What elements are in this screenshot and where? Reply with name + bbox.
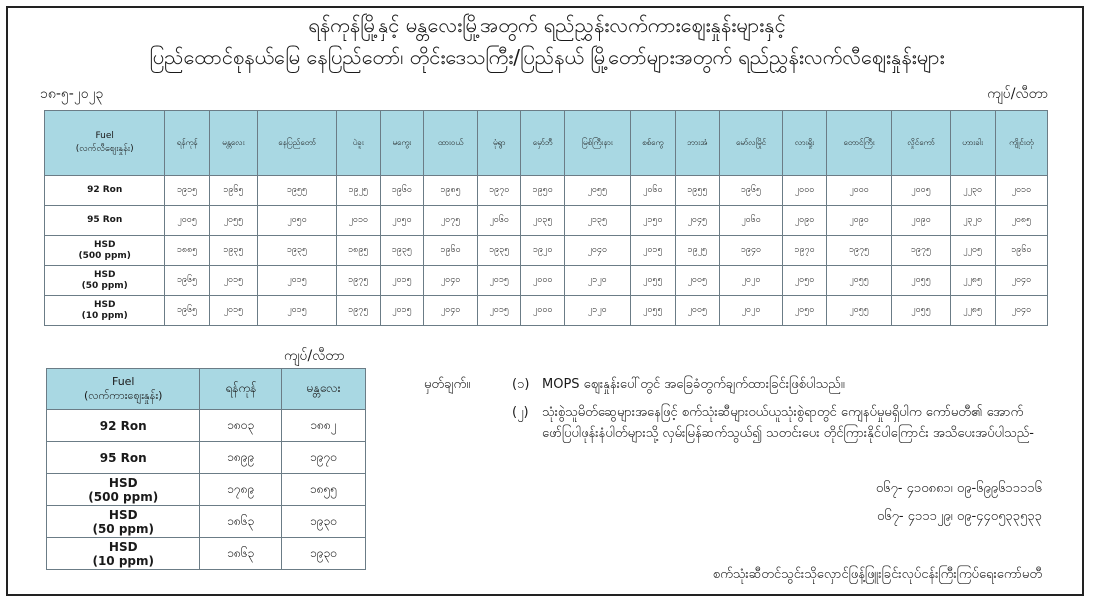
fuel-name: 95 Ron (87, 215, 123, 225)
fuel-name: HSD (93, 239, 116, 250)
price-cell: ၂၀၁၅ (258, 266, 337, 296)
table-row (45, 176, 1048, 206)
fuel-row-label (45, 176, 165, 206)
city-column-header: မြစ်ကြီးနား (564, 111, 630, 176)
date: ၁၈-၅-၂၀၂၃ (40, 86, 104, 102)
city-column-header: ထားဝယ် (424, 111, 478, 176)
fuel-name: HSD (108, 475, 138, 490)
phone-line-2: ၀၆၇- ၄၁၁၁၂၉၊ ၀၉-၄၄၀၅၃၃၅၃၃ (876, 509, 1042, 524)
notes-label: မှတ်ချက်။ (424, 377, 471, 392)
price-cell: ၁၈၈၂ (282, 410, 366, 442)
price-cell: ၂၀၇၅ (424, 206, 478, 236)
city-column-header: မှော်ဘီ (521, 111, 564, 176)
price-cell: ၂၀၅၀ (783, 266, 826, 296)
price-cell: ၂၀၄၀ (995, 266, 1047, 296)
fuel-row-label (47, 538, 200, 570)
city-column-header: လားရှိုး (783, 111, 826, 176)
fuel-row-label (45, 296, 165, 326)
fuel-grade: (500 ppm) (88, 489, 159, 504)
price-cell: ၂၀၅၅ (630, 266, 675, 296)
fuel-header-label: Fuel (95, 131, 114, 141)
price-cell: ၁၉၇၅ (892, 236, 950, 266)
city-column-header: ကျိုင်းတုံ (995, 111, 1047, 176)
price-cell: ၁၈၀၃ (200, 410, 282, 442)
price-cell: ၂၃၂၀ (950, 206, 995, 236)
price-cell: ၂၀၉၀ (826, 206, 892, 236)
price-cell: ၂၀၅၅ (826, 266, 892, 296)
price-cell: ၁၉၆၅ (719, 176, 783, 206)
price-cell: ၁၉၆၅ (165, 296, 209, 326)
price-cell: ၂၀၉၀ (892, 206, 950, 236)
price-cell: ၂၀၅၀ (258, 206, 337, 236)
price-cell: ၂၀၅၅ (630, 296, 675, 326)
price-cell: ၂၀၆၀ (719, 206, 783, 236)
price-cell: ၁၉၅၅ (258, 176, 337, 206)
retail-unit-label: ကျပ်/လီတာ (987, 86, 1048, 102)
fuel-name: 92 Ron (99, 418, 147, 433)
price-cell: ၁၈၅၅ (282, 474, 366, 506)
price-cell: ၁၉၄၀ (719, 236, 783, 266)
phone-line-1: ၀၆၇- ၄၁၀၈၈၁၊ ၀၉-၆၉၉၆၁၁၁၁၆ (875, 481, 1042, 496)
price-cell: ၂၀၉၀ (783, 206, 826, 236)
price-cell: ၂၀၄၅ (675, 206, 719, 236)
city-column-header: ဘားအံ (675, 111, 719, 176)
title-line-1: ရန်ကုန်မြို့နှင့် မန္တလေးမြို့အတွက် ရည်ညွှန်းလက်ကားဈေးနှုန်းများနှင့် (308, 13, 786, 37)
price-cell: ၁၉၇၀ (282, 442, 366, 474)
price-cell: ၁၈၉၉ (200, 442, 282, 474)
price-cell: ၂၀၄၀ (424, 296, 478, 326)
price-cell: ၂၀၁၀ (995, 176, 1047, 206)
fuel-grade: (10 ppm) (92, 553, 154, 568)
note-1-number: (၁) (512, 377, 530, 392)
price-cell: ၁၈၈၅ (165, 236, 209, 266)
price-cell: ၂၀၂၀ (719, 296, 783, 326)
city-column-header: လှိုင်ကော် (892, 111, 950, 176)
wholesale-price-table (46, 368, 366, 570)
price-cell: ၂၁၃၅ (564, 206, 630, 236)
price-cell: ၁၉၃၀ (282, 538, 366, 570)
price-cell: ၂၂၀၅ (950, 236, 995, 266)
fuel-name: 95 Ron (99, 450, 147, 465)
city-column-header: ဟားခါး (950, 111, 995, 176)
table-row (47, 506, 366, 538)
price-cell: ၁၉၃၅ (258, 236, 337, 266)
price-cell: ၁၉၅၅ (675, 176, 719, 206)
price-cell: ၂၀၁၅ (380, 266, 423, 296)
city-column-header: မုံရွာ (477, 111, 520, 176)
table-row (47, 474, 366, 506)
fuel-column-header (45, 111, 165, 176)
price-cell: ၂၀၆၀ (477, 206, 520, 236)
note-2: သုံးစွဲသူမိတ်ဆွေများအနေဖြင့် စက်သုံးဆီများဝယ်ယူသုံးစွဲရာတွင် ကျေနပ်မှုမရှိပါက ကော်မတီ၏ အောက်ဖော်ပြပါဖုန်းနံပါတ်များသို့ လှမ်းမြန်ဆက်သွယ်၍ သတင်းပေး တိုင်ကြားနိုင်ပါကြောင်း အသိပေးအပ်ပါသည်- (542, 405, 1034, 441)
price-cell: ၂၀၁၅ (477, 296, 520, 326)
committee-signature: စက်သုံးဆီတင်သွင်းသိုလှောင်ဖြန့်ဖြူးခြင်းလုပ်ငန်းကြီးကြပ်ရေးကော်မတီ (712, 567, 1042, 582)
city-column-header: တောင်ကြီး (826, 111, 892, 176)
price-cell: ၂၀၂၀ (719, 266, 783, 296)
price-cell: ၁၉၇၅ (336, 266, 380, 296)
price-cell: ၁၉၈၅ (424, 176, 478, 206)
price-cell: ၂၂၈၅ (950, 266, 995, 296)
fuel-row-label (45, 206, 165, 236)
wholesale-unit-label: ကျပ်/လီတာ (284, 348, 345, 364)
price-cell: ၁၉၇၅ (826, 236, 892, 266)
price-cell: ၁၉၇၅ (336, 296, 380, 326)
price-cell: ၁၉၃၅ (477, 236, 520, 266)
price-cell: ၂၀၁၀ (336, 206, 380, 236)
price-cell: ၂၀၀၀ (521, 266, 564, 296)
price-cell: ၂၀၁၅ (380, 296, 423, 326)
city-column-header: မန္တလေး (209, 111, 257, 176)
price-cell: ၂၀၅၀ (783, 296, 826, 326)
fuel-row-label (47, 442, 200, 474)
city-column-header: မန္တလေး (282, 369, 366, 410)
fuel-grade: (10 ppm) (81, 310, 128, 321)
fuel-grade: (500 ppm) (78, 250, 131, 261)
price-cell: ၂၀၃၅ (521, 206, 564, 236)
table-row (45, 236, 1048, 266)
price-cell: ၂၀၆၀ (630, 176, 675, 206)
price-cell: ၂၀၁၅ (209, 266, 257, 296)
price-cell: ၁၈၆၃ (200, 506, 282, 538)
price-cell: ၂၀၅၅ (826, 296, 892, 326)
price-cell: ၂၀၅၅ (564, 176, 630, 206)
price-cell: ၁၉၆၀ (424, 236, 478, 266)
fuel-row-label (47, 506, 200, 538)
note-2-number: (၂) (512, 405, 529, 420)
city-column-header: ပဲခူး (336, 111, 380, 176)
table-row (47, 538, 366, 570)
table-row (47, 410, 366, 442)
fuel-name: HSD (93, 269, 116, 280)
retail-price-table (44, 110, 1048, 326)
price-cell: ၂၀၅၅ (892, 266, 950, 296)
fuel-row-label (47, 410, 200, 442)
price-cell: ၁၉၆၅ (209, 176, 257, 206)
city-column-header: မကွေး (380, 111, 423, 176)
city-column-header: စစ်ကွေ (630, 111, 675, 176)
price-cell: ၁၉၃၅ (380, 236, 423, 266)
price-cell: ၁၇၈၉ (200, 474, 282, 506)
price-cell: ၂၀၁၅ (209, 296, 257, 326)
price-cell: ၂၀၅၀ (380, 206, 423, 236)
price-cell: ၂၀၀၀ (521, 296, 564, 326)
price-cell: ၂၂၈၅ (950, 296, 995, 326)
price-cell: ၂၀၁၅ (630, 236, 675, 266)
price-cell: ၁၉၆၅ (165, 266, 209, 296)
fuel-row-label (47, 474, 200, 506)
price-cell: ၁၉၂၀ (521, 236, 564, 266)
price-cell: ၁၉၂၅ (675, 236, 719, 266)
table-row (47, 442, 366, 474)
price-cell: ၁၈၉၅ (336, 236, 380, 266)
price-cell: ၁၈၆၃ (200, 538, 282, 570)
price-cell: ၁၉၆၀ (380, 176, 423, 206)
fuel-grade: (50 ppm) (81, 280, 128, 291)
fuel-header-label: Fuel (111, 375, 135, 388)
price-cell: ၂၀၀၅ (675, 296, 719, 326)
price-cell: ၂၀၅၅ (209, 206, 257, 236)
fuel-grade: (50 ppm) (92, 521, 154, 536)
price-cell: ၁၉၆၀ (995, 236, 1047, 266)
fuel-subheader-label: (လက်ကားဈေးနှုန်း) (84, 389, 163, 402)
price-cell: ၁၉၇၀ (477, 176, 520, 206)
price-cell: ၂၁၂၀ (564, 266, 630, 296)
price-cell: ၁၉၃၅ (209, 236, 257, 266)
fuel-name: HSD (108, 507, 138, 522)
city-column-header: မော်လမြိုင် (719, 111, 783, 176)
price-cell: ၁၉၇၀ (783, 236, 826, 266)
price-cell: ၂၀၀၅ (165, 206, 209, 236)
price-cell: ၂၂၃၀ (950, 176, 995, 206)
fuel-name: 92 Ron (87, 185, 123, 195)
price-cell: ၂၁၂၀ (564, 296, 630, 326)
price-cell: ၁၉၅၀ (521, 176, 564, 206)
price-cell: ၂၀၄၀ (995, 296, 1047, 326)
price-cell: ၂၀၀၅ (892, 176, 950, 206)
city-column-header: ရန်ကုန် (200, 369, 282, 410)
price-cell: ၂၀၅၅ (892, 296, 950, 326)
price-cell: ၁၉၃၀ (282, 506, 366, 538)
table-row (45, 206, 1048, 236)
fuel-subheader-label: (လက်လီဈေးနှုန်း) (75, 144, 134, 154)
fuel-row-label (45, 266, 165, 296)
price-cell: ၂၀၄၀ (564, 236, 630, 266)
price-cell: ၂၀၄၀ (424, 266, 478, 296)
title-line-2: ပြည်ထောင်စုနယ်မြေ နေပြည်တော်၊ တိုင်းဒေသကြီး/ပြည်နယ် မြို့တော်များအတွက် ရည်ညွှန်းလက်လီဈေးနှုန်းများ (149, 45, 945, 69)
fuel-row-label (45, 236, 165, 266)
price-cell: ၂၀၀၀ (826, 176, 892, 206)
price-cell: ၂၀၈၅ (995, 206, 1047, 236)
city-column-header: ရန်ကုန် (165, 111, 209, 176)
note-1: MOPS ဈေးနှုန်းပေါ်တွင် အခြေခံတွက်ချက်ထားခြင်းဖြစ်ပါသည်။ (542, 377, 845, 392)
price-cell: ၂၀၁၅ (258, 296, 337, 326)
price-cell: ၂၀၁၅ (477, 266, 520, 296)
fuel-column-header (47, 369, 200, 410)
price-cell: ၁၉၂၅ (336, 176, 380, 206)
price-cell: ၂၁၅၀ (630, 206, 675, 236)
fuel-name: HSD (93, 299, 116, 310)
price-cell: ၁၉၁၅ (165, 176, 209, 206)
fuel-name: HSD (108, 539, 138, 554)
table-row (45, 296, 1048, 326)
price-cell: ၂၀၀၅ (675, 266, 719, 296)
price-cell: ၂၀၀၀ (783, 176, 826, 206)
table-row (45, 266, 1048, 296)
city-column-header: နေပြည်တော် (258, 111, 337, 176)
